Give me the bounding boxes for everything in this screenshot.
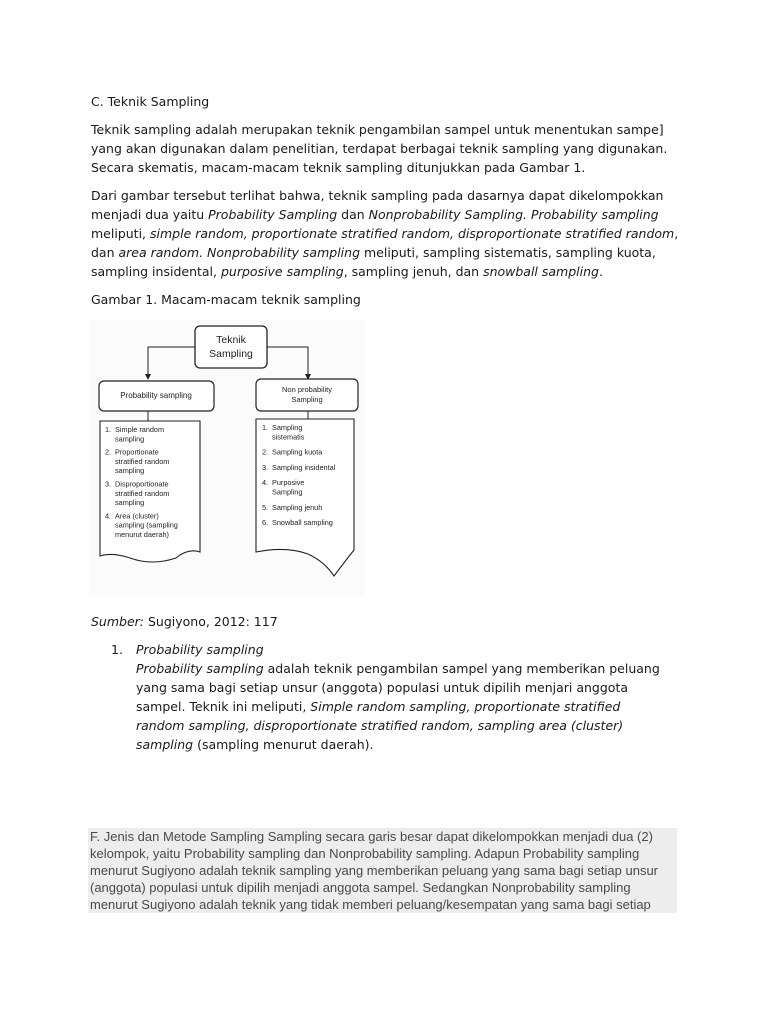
italic-run: Simple random sampling, proportionate stratified random sampling, disproportionate stratified random, sampling area (cluster) sampling [136, 699, 624, 752]
text-run: , sampling jenuh, dan [343, 264, 484, 279]
connector-left [148, 347, 195, 376]
summary-paragraph [91, 186, 681, 281]
item-text: sampling [115, 434, 145, 444]
italic-run: Probability Sampling [208, 207, 338, 222]
italic-run: snowball sampling [483, 264, 599, 279]
text-run: (sampling menurut daerah). [193, 737, 374, 752]
italic-run: Probability sampling [136, 661, 264, 676]
item-text: Snowball sampling [272, 518, 333, 528]
intro-paragraph: Teknik sampling adalah merupakan teknik pengambilan sampel untuk menentukan sampe] yang akan digunakan dalam penelitian, terdapat berbagai teknik sampling yang digunakan. Secara skematis, macam-macam teknik sampling ditunjukkan pada Gambar 1. [91, 122, 668, 175]
item-number: 4. [105, 511, 112, 521]
item-number: 4. [262, 478, 269, 488]
italic-run: area random. Nonprobability sampling [118, 245, 360, 260]
item-text: sampling [115, 466, 145, 476]
item-text: sampling [115, 498, 145, 508]
item-text: sampling (sampling [115, 520, 178, 530]
source-label: Sumber: [91, 614, 145, 629]
list-number: 1. [111, 642, 123, 657]
item-text: Area (cluster) [115, 511, 159, 521]
root-box [195, 326, 267, 368]
nonprobability-list-box [256, 419, 354, 576]
text-run: , dan [91, 226, 679, 260]
item-text: Sampling insidental [272, 462, 336, 472]
item-text: Proportionate [115, 447, 159, 457]
item-text: Disproportionate [115, 479, 169, 489]
arrowhead-left [145, 374, 151, 380]
source-text: Sugiyono, 2012: 117 [144, 614, 278, 629]
item-text: stratified random [115, 456, 170, 466]
item-number: 1. [262, 423, 269, 432]
text-run: meliputi, [91, 226, 150, 241]
text-run: . [598, 264, 603, 279]
connector-right [267, 347, 308, 376]
text-run: adalah teknik pengambilan sampel yang memberikan peluang yang sama bagi setiap unsur (anggota) populasi untuk dipilih menjari anggota sampel. Teknik ini meliputi, [136, 661, 660, 714]
section-heading: C. Teknik Sampling [91, 94, 210, 109]
list-body [136, 640, 671, 754]
list-item-title: Probability sampling [136, 642, 264, 657]
item-number: 2. [262, 447, 269, 457]
item-text: Sampling kuota [272, 447, 323, 457]
item-text: Purposive [272, 478, 305, 488]
item-text: Sampling [272, 423, 303, 432]
figure-caption: Gambar 1. Macam-macam teknik sampling [91, 292, 361, 307]
text-run: meliputi, sampling sistematis, sampling kuota, sampling insidental, [91, 245, 656, 279]
root-label-1: Teknik [216, 334, 246, 346]
item-text: stratified random [115, 488, 170, 498]
text-run: Dari gambar tersebut terlihat bahwa, teknik sampling pada dasarnya dapat dikelompokkan menjadi dua yaitu [91, 188, 664, 222]
item-number: 1. [105, 425, 112, 434]
root-label-2: Sampling [209, 348, 253, 360]
item-number: 3. [262, 462, 269, 472]
figure-source [91, 612, 278, 631]
nonprobability-title-2: Sampling [291, 395, 323, 404]
text-run: dan [337, 207, 369, 222]
probability-title: Probability sampling [120, 391, 192, 400]
item-number: 6. [262, 518, 269, 528]
nonprobability-title-1: Non probability [281, 385, 333, 394]
sampling-diagram-svg [90, 320, 365, 595]
sampling-diagram [90, 320, 365, 595]
item-number: 2. [105, 447, 112, 457]
italic-run: Nonprobability Sampling. Probability sampling [368, 207, 659, 222]
italic-run: simple random, proportionate stratified random, disproportionate stratified random [150, 226, 675, 241]
item-text: Sampling jenuh [272, 502, 323, 512]
italic-run: purposive sampling [220, 264, 344, 279]
item-number: 5. [262, 502, 269, 512]
item-text: sistematis [272, 432, 305, 442]
item-text: menurut daerah) [115, 530, 169, 539]
item-text: Sampling [272, 487, 303, 497]
item-number: 3. [105, 479, 112, 489]
item-text: Simple random [115, 425, 165, 434]
footer-paragraph: F. Jenis dan Metode Sampling Sampling secara garis besar dapat dikelompokkan menjadi dua (2) kelompok, yaitu Probability sampling dan Nonprobability sampling. Adapun Probability sampling menurut Sugiyono adalah teknik sampling yang memberikan peluang yang sama bagi setiap unsur (anggota) populasi untuk dipilih menjadi anggota sampel. Sedangkan Nonprobability sampling menurut Sugiyono adalah teknik yang tidak memberi peluang/kesempatan yang sama bagi setiap [88, 828, 677, 913]
list-item-text [136, 659, 671, 754]
list-item [111, 640, 671, 754]
